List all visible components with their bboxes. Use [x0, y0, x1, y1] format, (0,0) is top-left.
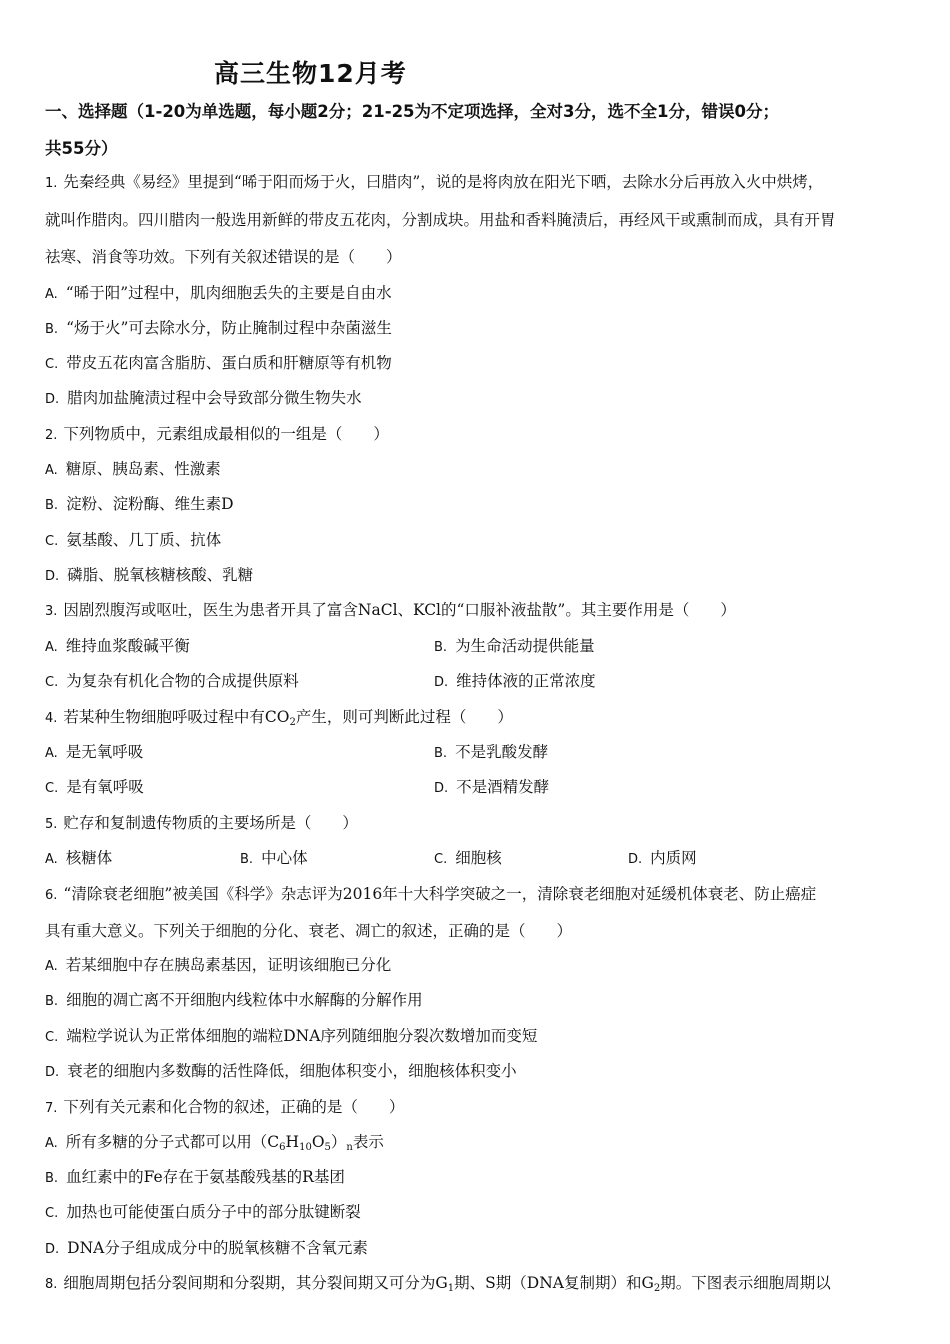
q1-number: 1. [45, 176, 58, 191]
q5-stem [45, 811, 358, 835]
q3-number: 3. [45, 604, 58, 619]
q3-option-a[interactable] [45, 634, 190, 658]
q8-number: 8. [45, 1277, 58, 1292]
option-label: D. [45, 569, 60, 584]
q6-number: 6. [45, 888, 58, 903]
q1-option-c[interactable] [45, 351, 392, 375]
option-label: B. [45, 994, 59, 1009]
q4-option-c[interactable] [45, 775, 144, 799]
q6-option-d[interactable] [45, 1059, 517, 1083]
q3-stem [45, 598, 736, 622]
option-text: 糖原、胰岛素、性激素 [65, 460, 221, 478]
q4-stem [45, 705, 513, 729]
option-label: D. [45, 1242, 60, 1257]
subscript: 6 [279, 1142, 286, 1153]
q6-stem-line1 [45, 882, 816, 906]
option-text: 衰老的细胞内多数酶的活性降低，细胞体积变小，细胞核体积变小 [67, 1062, 517, 1080]
q6-option-b[interactable] [45, 988, 423, 1012]
option-text: “炀于火”可去除水分，防止腌制过程中杂菌滋生 [66, 319, 392, 337]
option-text: 核糖体 [65, 849, 113, 867]
q3-option-c[interactable] [45, 669, 299, 693]
formula-part: H [285, 1133, 300, 1151]
option-text: 磷脂、脱氧核糖核酸、乳糖 [67, 566, 254, 584]
option-label: B. [45, 1171, 59, 1186]
option-label: A. [45, 640, 58, 655]
option-text: 为生命活动提供能量 [455, 637, 595, 655]
q8-stem-text: 细胞周期包括分裂间期和分裂期，其分裂间期又可分为G [63, 1274, 448, 1292]
option-label: D. [45, 392, 60, 407]
option-label: B. [434, 640, 448, 655]
q3-stem-text: 因剧烈腹泻或呕吐，医生为患者开具了富含NaCl、KCl的“口服补液盐散”。其主要作用是（ ） [63, 601, 736, 619]
subscript: 2 [653, 1283, 661, 1294]
option-text: “晞于阳”过程中，肌肉细胞丢失的主要是自由水 [65, 284, 392, 302]
option-label: C. [45, 781, 59, 796]
option-label: D. [628, 852, 643, 867]
q6-option-c[interactable] [45, 1024, 537, 1048]
option-label: A. [45, 1136, 58, 1151]
q2-option-a[interactable] [45, 457, 221, 481]
option-text: 加热也可能使蛋白质分子中的部分肽键断裂 [66, 1203, 361, 1221]
option-text: 所有多糖的分子式都可以用（C [65, 1133, 280, 1151]
option-label: A. [45, 463, 58, 478]
section-header-line1: 一、选择题（1-20为单选题，每小题2分；21-25为不定项选择，全对3分，选不全1分，错误0分； [45, 102, 779, 121]
page-title: 高三生物12月考 [214, 59, 407, 88]
option-label: B. [434, 746, 448, 761]
q4-option-a[interactable] [45, 740, 143, 764]
q5-number: 5. [45, 817, 58, 832]
option-label: C. [45, 675, 59, 690]
q4-stem-text-end: 产生，则可判断此过程（ ） [295, 708, 513, 726]
q6-option-a[interactable] [45, 953, 391, 977]
option-text: 维持血浆酸碱平衡 [65, 637, 190, 655]
option-text: 氨基酸、几丁质、抗体 [66, 531, 222, 549]
q5-stem-text: 贮存和复制遗传物质的主要场所是（ ） [63, 814, 358, 832]
option-text: DNA分子组成成分中的脱氧核糖不含氧元素 [67, 1239, 368, 1257]
option-text: 端粒学说认为正常体细胞的端粒DNA序列随细胞分裂次数增加而变短 [66, 1027, 538, 1045]
option-text: 细胞核 [455, 849, 502, 867]
q1-option-d[interactable] [45, 386, 362, 410]
option-label: D. [45, 1065, 60, 1080]
q7-option-d[interactable] [45, 1236, 368, 1260]
q6-stem-text1: “清除衰老细胞”被美国《科学》杂志评为2016年十大科学突破之一，清除衰老细胞对延缓机体衰老、防止癌症 [63, 885, 817, 903]
q4-option-b[interactable] [434, 740, 548, 764]
q1-option-a[interactable] [45, 281, 392, 305]
q7-number: 7. [45, 1101, 58, 1116]
q7-stem-text: 下列有关元素和化合物的叙述，正确的是（ ） [63, 1098, 405, 1116]
option-label: C. [45, 1030, 59, 1045]
option-text: 不是酒精发酵 [456, 778, 550, 796]
q7-option-c[interactable] [45, 1200, 361, 1224]
q7-option-b[interactable] [45, 1165, 345, 1189]
q1-option-b[interactable] [45, 316, 392, 340]
section-header-line2: 共55分） [45, 139, 118, 158]
q2-stem-text: 下列物质中，元素组成最相似的一组是（ ） [63, 425, 389, 443]
option-text: 血红素中的Fe存在于氨基酸残基的R基团 [66, 1168, 345, 1186]
option-label: C. [434, 852, 448, 867]
q2-option-d[interactable] [45, 563, 253, 587]
q6-stem-line2: 具有重大意义。下列关于细胞的分化、衰老、凋亡的叙述，正确的是（ ） [45, 922, 573, 940]
option-text: 是有氧呼吸 [66, 778, 144, 796]
option-text: 是无氧呼吸 [65, 743, 144, 761]
q2-option-c[interactable] [45, 528, 221, 552]
option-label: A. [45, 287, 58, 302]
q1-stem-text1: 先秦经典《易经》里提到“晞于阳而炀于火，曰腊肉”，说的是将肉放在阳光下晒，去除水分后再放入火中烘烤， [63, 173, 824, 191]
q8-stem-text-end: 期。下图表示细胞周期以 [660, 1274, 831, 1292]
option-text: 不是乳酸发酵 [455, 743, 549, 761]
option-text: 为复杂有机化合物的合成提供原料 [66, 672, 299, 690]
formula-part: O [311, 1133, 325, 1151]
q1-stem-line1 [45, 170, 823, 194]
subscript: 2 [289, 717, 296, 728]
option-label: B. [45, 322, 59, 337]
option-label: C. [45, 1206, 59, 1221]
subscript: 10 [299, 1142, 312, 1153]
formula-part: ） [330, 1133, 347, 1151]
q8-stem [45, 1271, 831, 1295]
option-text: 中心体 [261, 849, 308, 867]
q5-option-d[interactable] [628, 846, 697, 870]
option-label: B. [45, 498, 59, 513]
option-text: 带皮五花肉富含脂肪、蛋白质和肝糖原等有机物 [66, 354, 392, 372]
q4-stem-text: 若某种生物细胞呼吸过程中有CO [63, 708, 290, 726]
q5-option-b[interactable] [240, 846, 308, 870]
q3-option-d[interactable] [434, 669, 596, 693]
option-label: D. [434, 781, 449, 796]
q8-stem-text-mid: 期、S期（DNA复制期）和G [454, 1274, 654, 1292]
q5-option-c[interactable] [434, 846, 502, 870]
option-text: 淀粉、淀粉酶、维生素D [66, 495, 234, 513]
q7-option-a[interactable] [45, 1130, 384, 1154]
option-label: C. [45, 357, 59, 372]
option-text-end: 表示 [352, 1133, 384, 1151]
option-text: 腊肉加盐腌渍过程中会导致部分微生物失水 [67, 389, 362, 407]
q5-option-a[interactable] [45, 846, 112, 870]
option-label: B. [240, 852, 254, 867]
option-label: A. [45, 852, 58, 867]
option-text: 维持体液的正常浓度 [456, 672, 596, 690]
option-label: C. [45, 534, 59, 549]
option-text: 若某细胞中存在胰岛素基因，证明该细胞已分化 [65, 956, 392, 974]
q3-option-b[interactable] [434, 634, 595, 658]
q1-stem-line3: 祛寒、消食等功效。下列有关叙述错误的是（ ） [45, 248, 402, 266]
subscript: 1 [447, 1283, 455, 1294]
option-label: A. [45, 959, 58, 974]
q2-number: 2. [45, 428, 58, 443]
q1-stem-line2: 就叫作腊肉。四川腊肉一般选用新鲜的带皮五花肉，分割成块。用盐和香料腌渍后，再经风干或熏制而成，具有开胃 [45, 211, 836, 229]
option-label: D. [434, 675, 449, 690]
q7-stem [45, 1095, 404, 1119]
option-text: 细胞的凋亡离不开细胞内线粒体中水解酶的分解作用 [66, 991, 423, 1009]
q4-number: 4. [45, 711, 58, 726]
q4-option-d[interactable] [434, 775, 549, 799]
q2-stem [45, 422, 389, 446]
subscript: 5 [324, 1142, 331, 1153]
option-text: 内质网 [650, 849, 697, 867]
subscript: n [346, 1142, 353, 1153]
option-label: A. [45, 746, 58, 761]
q2-option-b[interactable] [45, 492, 234, 516]
